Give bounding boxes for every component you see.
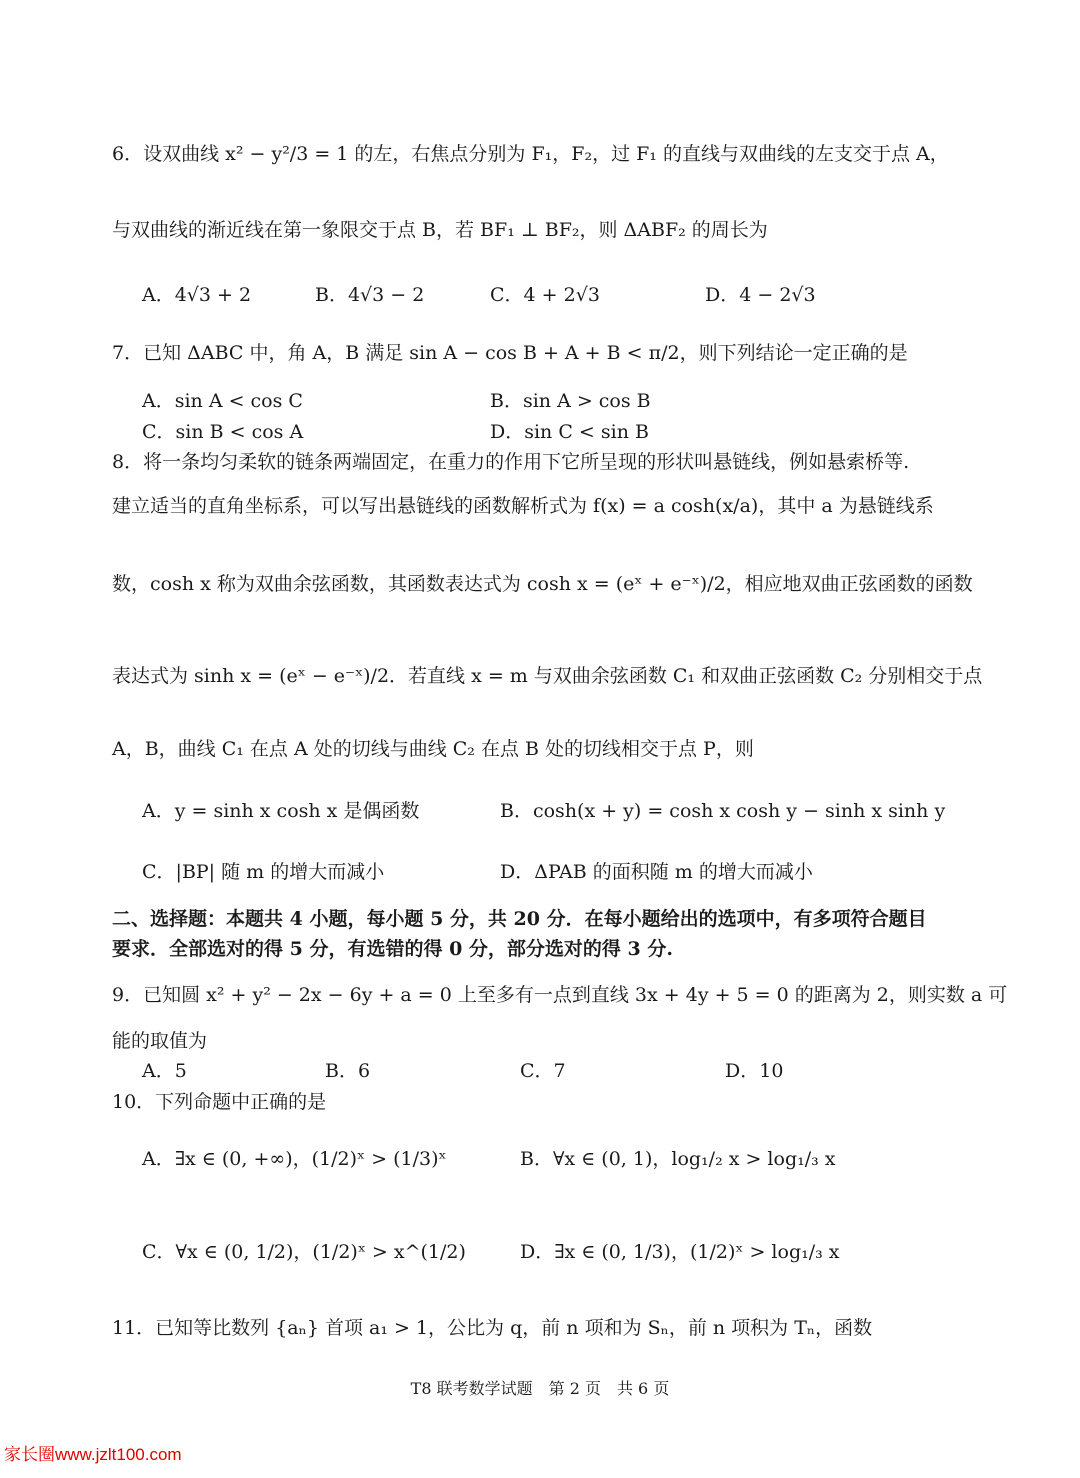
q6-option-d: D．4 − 2√3 — [705, 284, 816, 306]
q8-stem-line1: 8．将一条均匀柔软的链条两端固定，在重力的作用下它所呈现的形状叫悬链线，例如悬索桥等. — [112, 451, 910, 473]
q9-option-d: D．10 — [725, 1060, 784, 1082]
q8-option-d: D．ΔPAB 的面积随 m 的增大而减小 — [500, 861, 813, 883]
q8-option-c: C．|BP| 随 m 的增大而减小 — [142, 861, 385, 883]
q8-stem-line3: 数，cosh x 称为双曲余弦函数，其函数表达式为 cosh x = (eˣ + e⁻ˣ)/2，相应地双曲正弦函数的函数 — [112, 573, 973, 595]
q6-option-c: C．4 + 2√3 — [490, 284, 600, 306]
q6-option-a: A．4√3 + 2 — [142, 284, 252, 306]
q8-option-b: B．cosh(x + y) = cosh x cosh y − sinh x sinh y — [500, 800, 946, 822]
q7-option-b: B．sin A > cos B — [490, 390, 651, 412]
site-watermark: 家长圈www.jzlt100.com — [4, 1445, 182, 1464]
q9-option-c: C．7 — [520, 1060, 566, 1082]
page-footer: T8 联考数学试题 第 2 页 共 6 页 — [410, 1379, 670, 1398]
q9-option-b: B．6 — [325, 1060, 371, 1082]
q8-stem-line5: A，B，曲线 C₁ 在点 A 处的切线与曲线 C₂ 在点 B 处的切线相交于点 P，则 — [112, 738, 754, 760]
q9-stem-line1: 9．已知圆 x² + y² − 2x − 6y + a = 0 上至多有一点到直线 3x + 4y + 5 = 0 的距离为 2，则实数 a 可 — [112, 984, 1008, 1006]
q7-option-d: D．sin C < sin B — [490, 421, 649, 443]
q8-stem-line4: 表达式为 sinh x = (eˣ − e⁻ˣ)/2．若直线 x = m 与双曲余弦函数 C₁ 和双曲正弦函数 C₂ 分别相交于点 — [112, 665, 983, 687]
q10-option-d: D．∃x ∈ (0, 1/3)，(1/2)ˣ > log₁/₃ x — [520, 1241, 840, 1263]
section2-heading-line1: 二、选择题：本题共 4 小题，每小题 5 分，共 20 分．在每小题给出的选项中，有多项符合题目 — [112, 908, 927, 930]
q6-option-b: B．4√3 − 2 — [315, 284, 425, 306]
q10-stem: 10．下列命题中正确的是 — [112, 1091, 327, 1113]
q9-stem-line2: 能的取值为 — [112, 1030, 208, 1052]
q10-option-c: C．∀x ∈ (0, 1/2)，(1/2)ˣ > x^(1/2) — [142, 1241, 466, 1263]
q6-stem-line1: 6．设双曲线 x² − y²/3 = 1 的左，右焦点分别为 F₁，F₂，过 F₁ 的直线与双曲线的左支交于点 A， — [112, 143, 949, 165]
q10-option-b: B．∀x ∈ (0, 1)，log₁/₂ x > log₁/₃ x — [520, 1148, 836, 1170]
q7-stem: 7．已知 ΔABC 中，角 A，B 满足 sin A − cos B + A + B < π/2，则下列结论一定正确的是 — [112, 342, 908, 364]
q7-option-c: C．sin B < cos A — [142, 421, 304, 443]
q8-stem-line2: 建立适当的直角坐标系，可以写出悬链线的函数解析式为 f(x) = a cosh(x/a)，其中 a 为悬链线系 — [112, 495, 934, 517]
q7-option-a: A．sin A < cos C — [142, 390, 303, 412]
q10-option-a: A．∃x ∈ (0, +∞)，(1/2)ˣ > (1/3)ˣ — [142, 1148, 447, 1170]
section2-heading-line2: 要求．全部选对的得 5 分，有选错的得 0 分，部分选对的得 3 分. — [112, 938, 673, 960]
q9-option-a: A．5 — [142, 1060, 187, 1082]
q6-stem-line2: 与双曲线的渐近线在第一象限交于点 B，若 BF₁ ⊥ BF₂，则 ΔABF₂ 的周长为 — [112, 219, 768, 241]
q11-stem: 11．已知等比数列 {aₙ} 首项 a₁ > 1，公比为 q，前 n 项和为 Sₙ，前 n 项积为 Tₙ，函数 — [112, 1317, 873, 1339]
q8-option-a: A．y = sinh x cosh x 是偶函数 — [142, 800, 420, 822]
